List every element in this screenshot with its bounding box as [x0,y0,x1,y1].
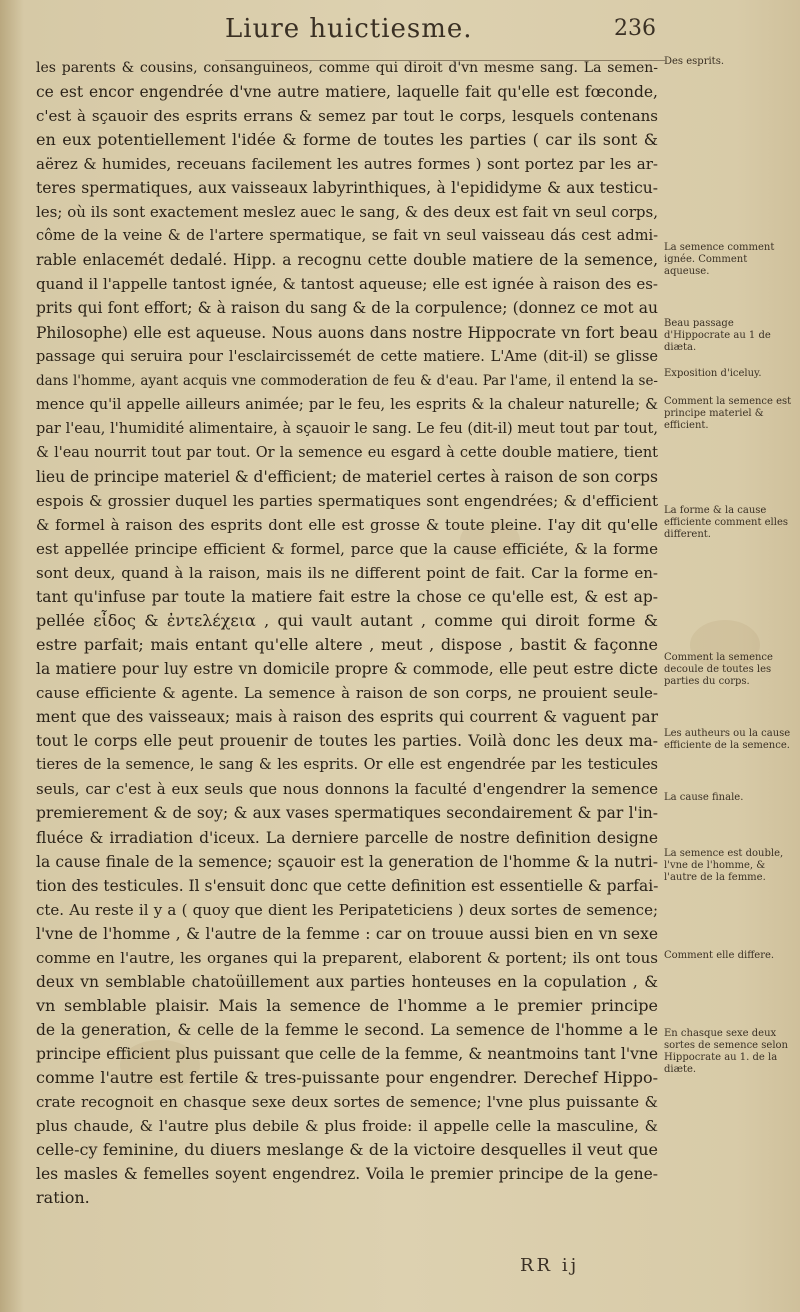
text-line: cte. Au reste il y a ( quoy que dient les Peripateticiens ) deux sortes de semence; [36,900,658,919]
text-line: la matiere pour luy estre vn domicile propre & commode, elle peut estre dicte [36,660,658,679]
margin-note: Comment elle differe. [664,950,775,961]
text-line: comme l'autre est fertile & tres-puissante pour engendrer. Derechef Hippo- [36,1067,658,1087]
text-line: quand il l'appelle tantost ignée, & tantost aqueuse; elle est ignée à raison des es- [36,275,658,294]
text-line: est appellée principe efficient & formel, parce que la cause efficiéte, & la forme [36,539,658,558]
text-line: la cause finale de la semence; sçauoir est la generation de l'homme & la nutri- [36,852,658,871]
text-line: teres spermatiques, aux vaisseaux labyrinthiques, à l'epididyme & aux testicu- [36,179,658,198]
text-line: c'est à sçauoir des esprits errans & semez par tout le corps, lesquels contenans [36,107,658,126]
margin-note: Les autheurs ou la cause efficiente de la semence. [664,728,791,751]
margin-note: Beau passage d'Hippocrate au 1 de diæta. [664,318,771,353]
text-line: sont deux, quand à la raison, mais ils ne different point de fait. Car la forme en- [36,563,658,582]
text-line: premierement & de soy; & aux vases spermatiques secondairement & par l'in- [36,804,658,823]
text-line: principe efficient plus puissant que celle de la femme, & neantmoins tant l'vne [36,1044,658,1063]
text-line: tout le corps elle peut prouenir de toutes les parties. Voilà donc les deux ma- [36,732,658,751]
text-line: ment que des vaisseaux; mais à raison des esprits qui courrent & vaguent par [36,708,658,727]
text-line: cause efficiente & agente. La semence à raison de son corps, ne prouient seule- [36,684,658,703]
text-line: passage qui seruira pour l'esclaircissemét de cette matiere. L'Ame (dit-il) se glisse [36,348,658,365]
text-line: par l'eau, l'humidité alimentaire, à sçauoir le sang. Le feu (dit-il) meut tout par tout, [36,420,658,437]
text-line: comme en l'autre, les organes qui la preparent, elaborent & portent; ils ont tous [36,948,658,967]
margin-note: En chasque sexe deux sortes de semence selon Hippocrate au 1. de la diæte. [664,1028,788,1075]
text-line: crate recognoit en chasque sexe deux sortes de semence; l'vne plus puissante & [36,1093,658,1112]
text-line: en eux potentiellement l'idée & forme de toutes les parties ( car ils sont & [36,130,658,150]
margin-note: Comment la semence est principe materiel & efficient. [664,396,792,431]
text-line: tant qu'infuse par toute la matiere fait estre la chose ce qu'elle est, & est ap- [36,588,658,607]
margin-note: La cause finale. [664,792,744,803]
text-line: les; où ils sont exactement meslez auec le sang, & des deux est fait vn seul corps, [36,203,658,222]
text-line: & formel à raison des esprits dont elle est grosse & toute pleine. I'ay dit qu'elle [36,515,658,534]
text-line: les parents & cousins, consanguineos, comme qui diroit d'vn mesme sang. La semen- [36,60,658,76]
text-line: pellée εἶδος & ἐντελέχεια , qui vault autant , comme qui diroit forme & [36,611,658,631]
text-line: rable enlacemét dedalé. Hipp. a recognu cette double matiere de la semence, [36,251,658,270]
text-line: plus chaude, & l'autre plus debile & plus froide: il appelle celle la masculine, & [36,1117,658,1136]
margin-note: La semence est double, l'vne de l'homme, & l'autre de la femme. [664,848,784,883]
text-line: tion des testicules. Il s'ensuit donc que cette definition est essentielle & parfai- [36,876,658,895]
text-line: dans l'homme, ayant acquis vne commoderation de feu & d'eau. Par l'ame, il entend la se- [36,372,658,389]
text-line: celle-cy feminine, du diuers meslange & de la victoire desquelles il veut que [36,1140,658,1160]
text-line: & l'eau nourrit tout par tout. Or la semence eu esgard à cette double matiere, tient [36,444,658,461]
text-line: ce est encor engendrée d'vne autre matiere, laquelle fait qu'elle est fœconde, [36,83,658,102]
body-text [36,56,658,1210]
text-line: côme de la veine & de l'artere spermatique, se fait vn seul vaisseau dás cest admi- [36,228,658,245]
margin-notes [664,0,796,1312]
text-line: fluéce & irradiation d'iceux. La derniere parcelle de nostre definition designe [36,828,658,847]
text-line: prits qui font effort; & à raison du sang & de la corpulence; (donnez ce mot au [36,299,658,318]
text-line: l'vne de l'homme , & l'autre de la femme : car on trouue aussi bien en vn sexe [36,924,658,943]
folio-number: 236 [614,16,656,41]
margin-note: Des esprits. [664,56,725,67]
text-line: estre parfait; mais entant qu'elle altere , meut , dispose , bastit & façonne [36,635,658,655]
text-line: espois & grossier duquel les parties spermatiques sont engendrées; & d'efficient [36,491,658,510]
text-line: mence qu'il appelle ailleurs animée; par le feu, les esprits & la chaleur naturelle; & [36,396,658,413]
margin-note: Exposition d'iceluy. [664,368,762,379]
text-line: seuls, car c'est à eux seuls que nous donnons la faculté d'engendrer la semence [36,780,658,799]
margin-note: La semence comment ignée. Comment aqueuse. [664,242,775,277]
text-line: tieres de la semence, le sang & les esprits. Or elle est engendrée par les testicules [36,757,658,774]
text-line: vn semblable plaisir. Mais la semence de l'homme a le premier principe [36,995,658,1015]
margin-note: Comment la semence decoule de toutes les parties du corps. [664,652,773,687]
text-line: ration. [36,1188,90,1208]
text-line: lieu de principe materiel & d'efficient; de materiel certes à raison de son corps [36,467,658,486]
margin-note: La forme & la cause efficiente comment elles different. [664,505,788,540]
running-title: Liure huictiesme. [225,14,473,44]
page-header [0,14,660,54]
text-line: Philosophe) elle est aqueuse. Nous auons dans nostre Hippocrate vn fort beau [36,323,658,342]
signature-mark: RR ij [520,1255,580,1276]
text-line: deux vn semblable chatoüillement aux parties honteuses en la copulation , & [36,972,658,991]
text-line: aërez & humides, receuans facilement les autres formes ) sont portez par les ar- [36,155,658,174]
text-line: les masles & femelles soyent engendrez. Voila le premier principe de la gene- [36,1165,658,1184]
text-line: de la generation, & celle de la femme le second. La semence de l'homme a le [36,1020,658,1039]
